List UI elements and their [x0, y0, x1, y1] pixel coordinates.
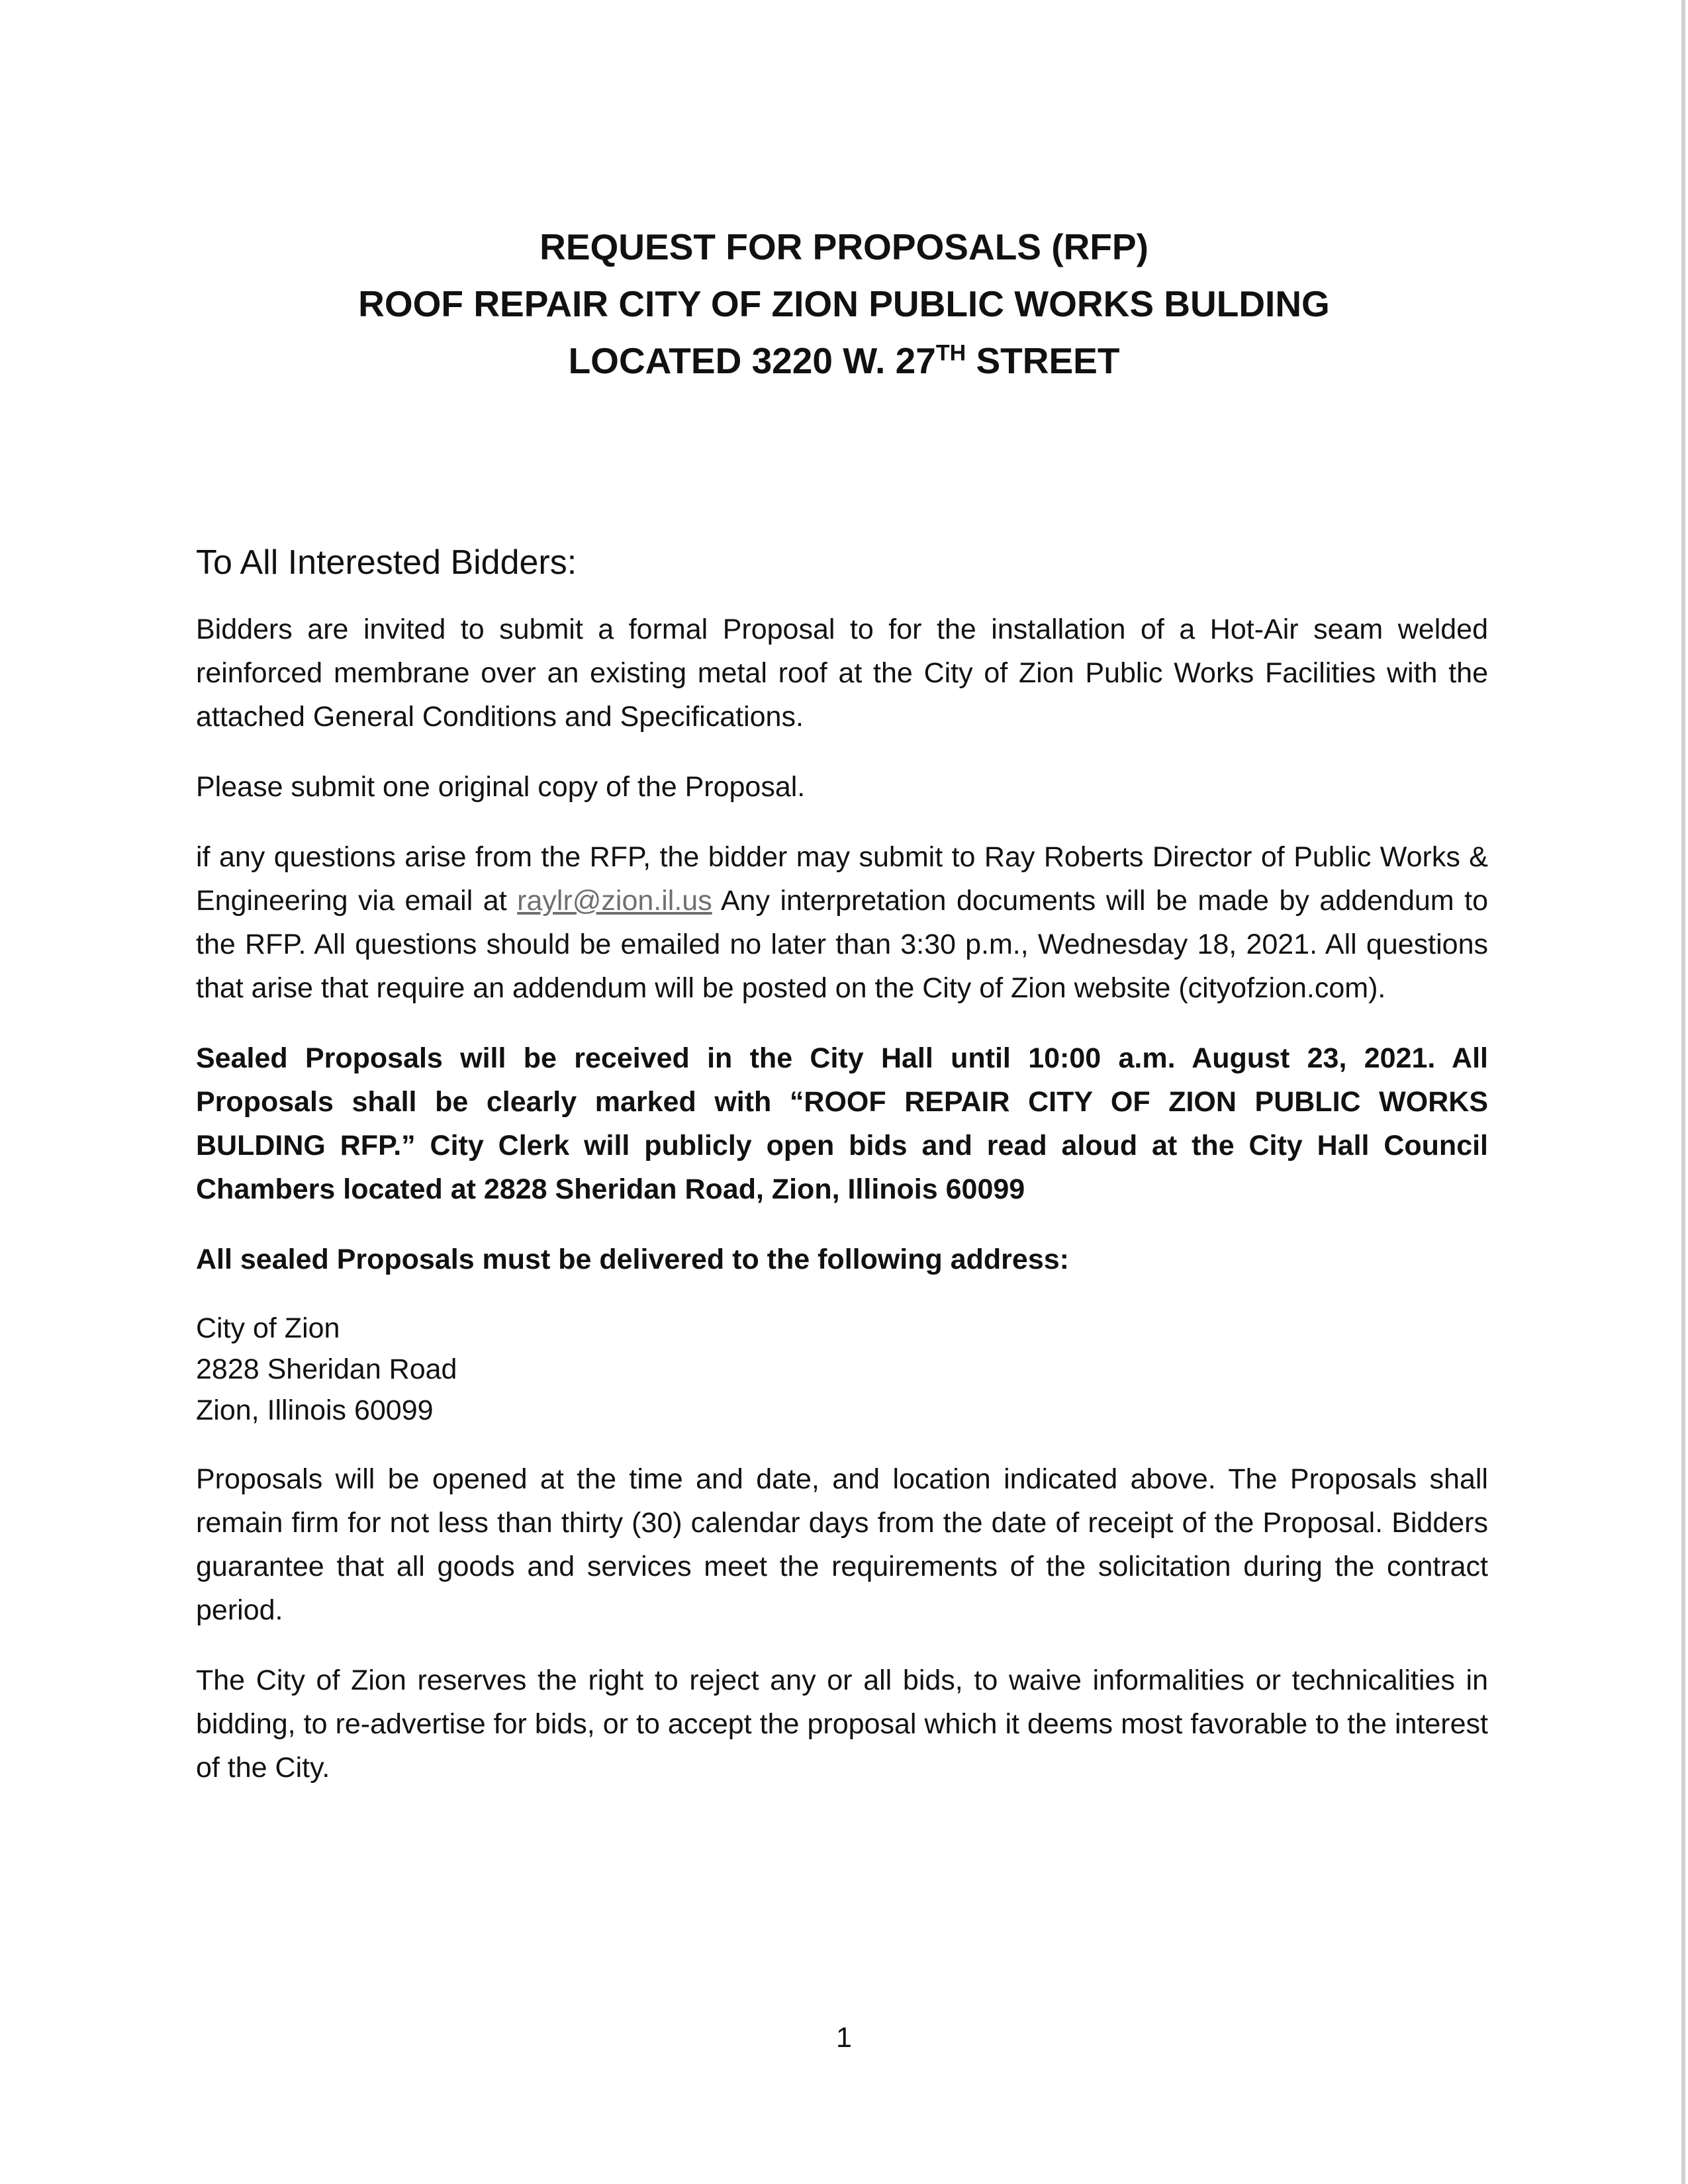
paragraph-sealed-proposals: Sealed Proposals will be received in the City Hall until 10:00 a.m. August 23, 2021. All Proposals shall be clearly marked with “ROOF REPAIR CITY OF ZION PUBLIC WORKS BULDING RFP.” City Clerk will publicly open bids and read aloud at the City Hall Council Chambers located at 2828 Sheridan Road, Zion, Illinois 60099: [196, 1042, 1488, 1205]
salutation: To All Interested Bidders:: [196, 543, 577, 582]
delivery-address: [196, 1308, 1488, 1431]
page-number: 1: [836, 2022, 852, 2054]
title-line-3-end: STREET: [966, 340, 1120, 381]
address-line-2: 2828 Sheridan Road: [196, 1353, 457, 1385]
title-line-1: REQUEST FOR PROPOSALS (RFP): [539, 226, 1149, 267]
paragraph-invitation: Bidders are invited to submit a formal Proposal to for the installation of a Hot-Air seam welded reinforced membrane over an existing metal roof at the City of Zion Public Works Facilities with the attached General Conditions and Specifications.: [196, 614, 1488, 733]
title-superscript: TH: [935, 340, 966, 366]
email-link[interactable]: raylr@zion.il.us: [517, 885, 712, 917]
questions-text-start: if any questions arise from the RFP, the bidder may submit to Ray Roberts Director of Public Works & Engineering via email at: [196, 841, 1488, 917]
document-body: [196, 536, 1488, 1816]
title-line-2: ROOF REPAIR CITY OF ZION PUBLIC WORKS BULDING: [358, 283, 1330, 324]
document-title: [159, 218, 1529, 389]
scan-edge: [1681, 0, 1685, 2184]
paragraph-submit-copy: Please submit one original copy of the Proposal.: [196, 771, 806, 803]
paragraph-delivery-heading: All sealed Proposals must be delivered to the following address:: [196, 1244, 1069, 1275]
address-line-3: Zion, Illinois 60099: [196, 1394, 434, 1426]
questions-text-end: Any interpretation documents will be made by addendum to the RFP. All questions should be emailed no later than 3:30 p.m., Wednesday 18, 2021. All questions that arise that require an addendum will be posted on the City of Zion website (cityofzion.com).: [196, 885, 1488, 1004]
paragraph-opening-terms: Proposals will be opened at the time and date, and location indicated above. The Proposals shall remain firm for not less than thirty (30) calendar days from the date of receipt of the Proposal. Bidders guarantee that all goods and services meet the requirements of the solicitation during the contract period.: [196, 1463, 1488, 1626]
title-line-3-text: LOCATED 3220 W. 27: [568, 340, 936, 381]
address-line-1: City of Zion: [196, 1312, 340, 1344]
paragraph-questions: [196, 835, 1488, 1010]
paragraph-reservation-rights: The City of Zion reserves the right to reject any or all bids, to waive informalities or technicalities in bidding, to re-advertise for bids, or to accept the proposal which it deems most favorable to the interest of the City.: [196, 1664, 1488, 1784]
title-line-3: [159, 332, 1529, 389]
